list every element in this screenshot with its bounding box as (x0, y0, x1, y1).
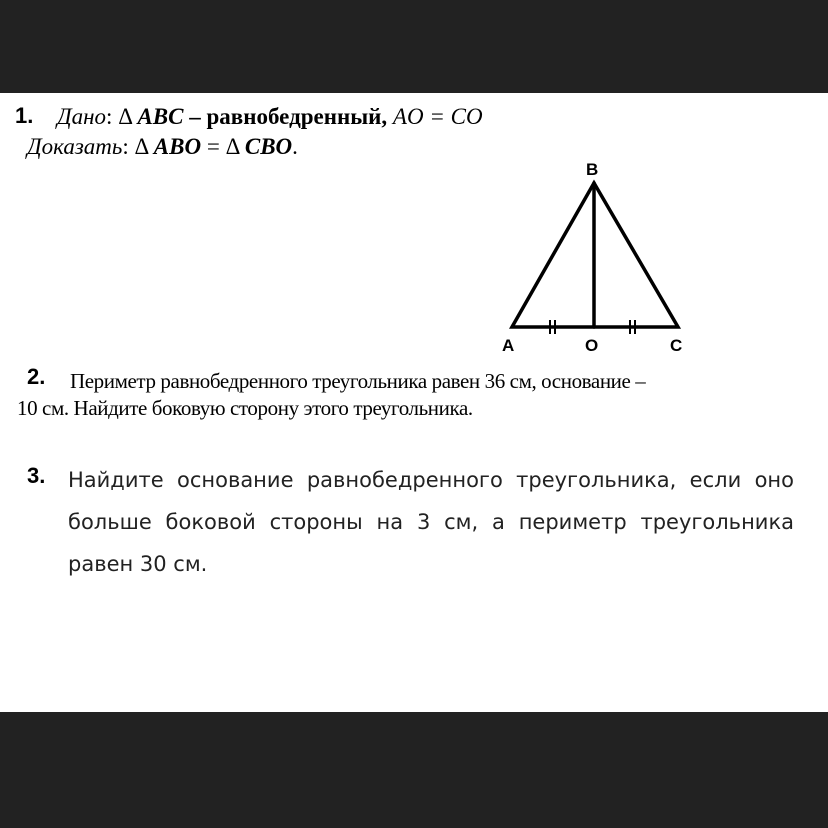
bottom-dark-bar (0, 712, 828, 828)
problem-1-number: 1. (15, 103, 34, 128)
prove-triangle-symbol-1: Δ (134, 134, 149, 159)
worksheet (0, 93, 828, 712)
problem-3-text: Найдите основание равнобедренного треугольника, если оно больше боковой стороны на 3 см, а периметр треугольника равен 30 см. (68, 468, 794, 576)
prove-triangle-symbol-2: Δ (225, 134, 240, 159)
prove-label: Доказать (27, 134, 123, 159)
problem-1-prove (27, 134, 298, 160)
problem-1-given (57, 104, 483, 130)
prove-abo: ABO (153, 134, 202, 159)
given-abc: ABC (137, 104, 184, 129)
problem-2-number: 2. (27, 364, 46, 389)
triangle-figure (492, 155, 702, 355)
given-label: Дано (57, 104, 107, 129)
problem-2-line-2: 10 см. Найдите боковую сторону этого треугольника. (17, 396, 473, 420)
prove-cbo: CBO (244, 134, 293, 159)
problem-3-number: 3. (27, 463, 46, 488)
label-a: A (502, 336, 515, 355)
given-equality: AO = CO (392, 104, 483, 129)
given-triangle-symbol: Δ (118, 104, 132, 129)
problem-2-line-1: Периметр равнобедренного треугольника равен 36 см, основание – (70, 369, 646, 393)
label-o: O (585, 336, 599, 355)
prove-colon: : (122, 134, 129, 159)
label-c: C (670, 336, 683, 355)
label-b: B (586, 160, 599, 179)
given-isosceles-text: – равнобедренный, (183, 104, 393, 129)
top-dark-bar (0, 0, 828, 93)
prove-equals: = (201, 134, 226, 159)
given-colon: : (106, 104, 113, 129)
prove-dot: . (292, 134, 298, 159)
